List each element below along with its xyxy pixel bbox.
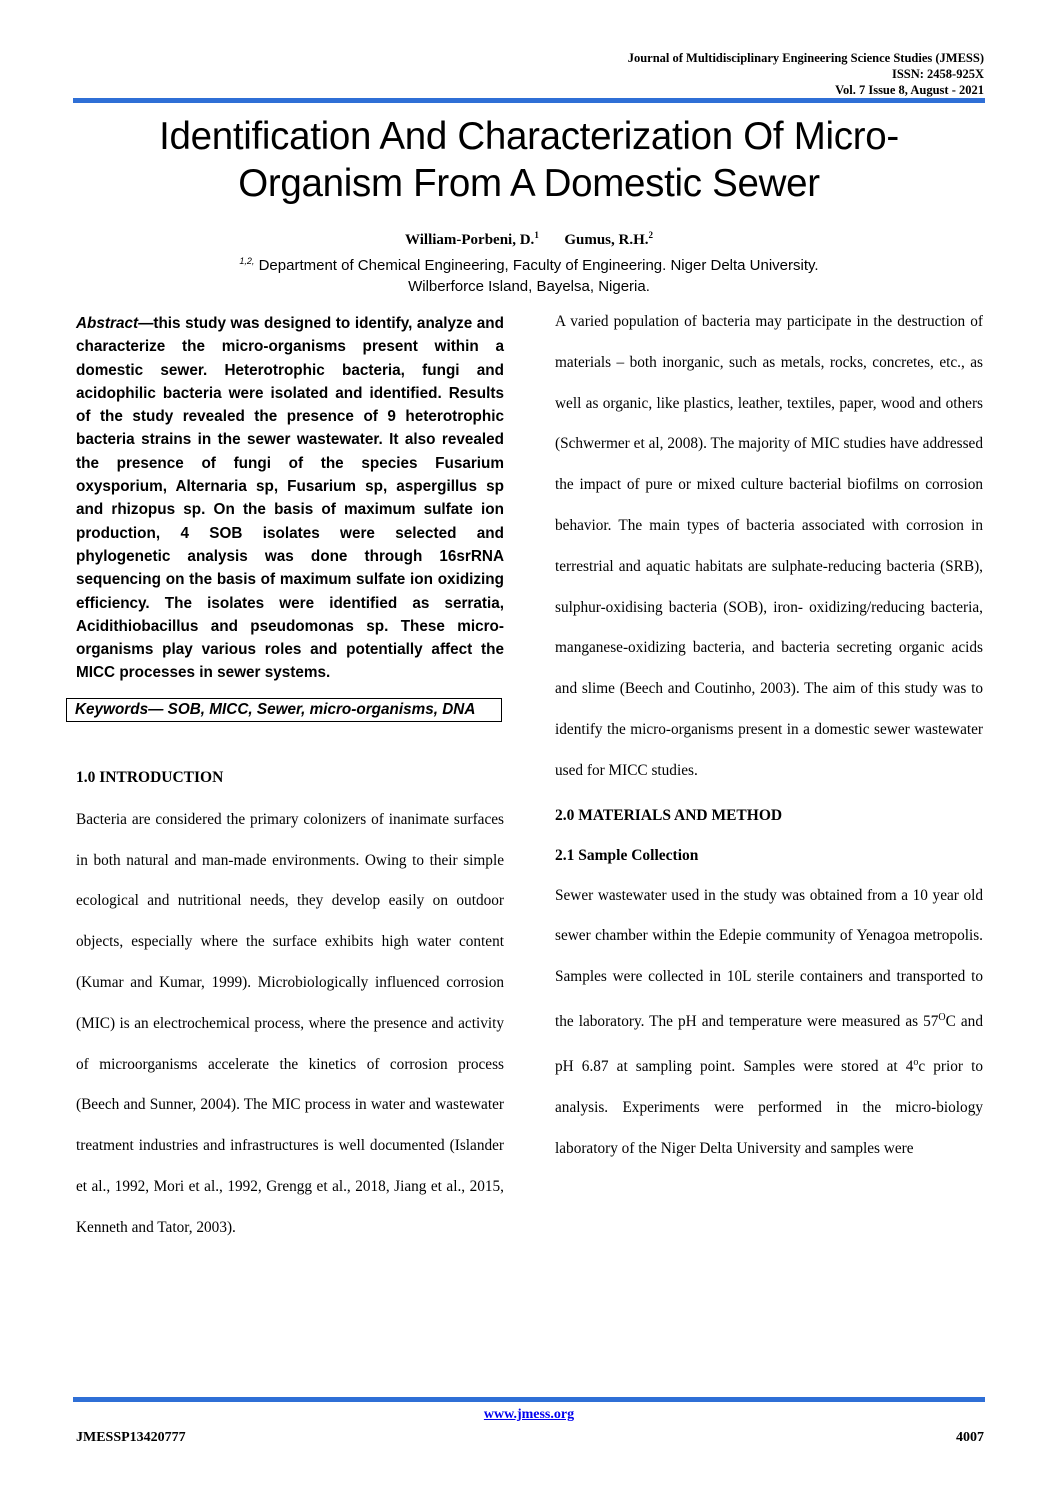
author-list: [0, 230, 1058, 249]
header-rule: [73, 98, 985, 103]
sample-collection-text: Sewer wastewater used in the study was obtained from a 10 year old sewer chamber within the Edepie community of Yenagoa metropolis. Samples were collected in 10L sterile containers and transported to the laboratory. The pH and temperature were measured as $57^OC$ and pH 6.87 at sampling point. Samples were stored at 4$^o$c prior to analysis. Experiments were performed in the micro-biology laboratory of the Niger Delta University and samples were: [555, 886, 983, 1157]
journal-website-link[interactable]: www.jmess.org: [483, 1407, 575, 1422]
footer-rule: [73, 1397, 985, 1402]
abstract: [76, 312, 504, 685]
section-heading-introduction: 1.0 INTRODUCTION: [76, 768, 224, 786]
author-1-affil: 1: [534, 230, 539, 240]
left-column: [76, 312, 504, 1249]
introduction-text: Bacteria are considered the primary colonizers of inanimate surfaces in both natural and man-made environments. Owing to their simple ecological and nutritional needs, they develop easily on outdoor objects, especially where the surface exhibits high water content (Kumar and Kumar, 1999). Microbiologically influenced corrosion (MIC) is an electrochemical process, where the presence and activity of microorganisms accelerate the kinetics of corrosion process (Beech and Sunner, 2004). The MIC process in water and wastewater treatment industries and infrastructures is well documented (Islander et al., 1992, Mori et al., 1992, Grengg et al., 2018, Jiang et al., 2015, Kenneth and Tator, 2003).: [76, 810, 504, 1236]
affiliation-marker: 1,2,: [239, 256, 255, 266]
affiliation-line-2: Wilberforce Island, Bayelsa, Nigeria.: [408, 278, 650, 295]
paper-id: JMESSP13420777: [76, 1430, 186, 1445]
journal-issn: ISSN: 2458-925X: [891, 67, 984, 81]
journal-header: [628, 50, 984, 98]
journal-volume: Vol. 7 Issue 8, August - 2021: [835, 83, 984, 97]
introduction-continued: A varied population of bacteria may participate in the destruction of materials – both inorganic, such as metals, rocks, concretes, etc., as well as organic, like plastics, leather, textiles, paper, wood and others (Schwermer et al, 2008). The majority of MIC studies have addressed the impact of pure or mixed culture bacterial biofilms on corrosion behavior. The main types of bacteria associated with corrosion in terrestrial and aquatic habitats are sulphate-reducing bacteria (SRB), sulphur-oxidising bacteria (SOB), iron- oxidizing/reducing bacteria, manganese-oxidizing bacteria, and bacteria secreting organic acids and slime (Beech and Coutinho, 2003). The aim of this study was to identify the micro-organisms present in a domestic sewer wastewater used for MICC studies.: [555, 313, 983, 779]
affiliation: [0, 251, 1058, 297]
page-number: 4007: [956, 1430, 984, 1445]
affiliation-line-1: Department of Chemical Engineering, Faculty of Engineering. Niger Delta University.: [254, 257, 819, 274]
subsection-heading-sample-collection: 2.1 Sample Collection: [555, 846, 699, 864]
journal-name: Journal of Multidisciplinary Engineering Science Studies (JMESS): [627, 51, 984, 65]
author-2-affil: 2: [648, 230, 653, 240]
title-line-2: Organism From A Domestic Sewer: [238, 162, 820, 205]
abstract-label: Abstract: [76, 315, 139, 332]
right-column: [555, 302, 983, 1169]
section-heading-materials: 2.0 MATERIALS AND METHOD: [555, 806, 783, 824]
keywords-box: Keywords— SOB, MICC, Sewer, micro-organisms, DNA: [66, 698, 502, 722]
paper-title: [60, 113, 998, 207]
author-1: William-Porbeni, D.: [405, 232, 535, 248]
abstract-text: —this study was designed to identify, analyze and characterize the micro-organisms present within a domestic sewer. Heterotrophic bacteria, fungi and acidophilic bacteria were isolated and identified. Results of the study revealed the presence of 9 heterotrophic bacteria strains in the sewer wastewater. It also revealed the presence of fungi of the species Fusarium oxysporium, Alternaria sp, Fusarium sp, aspergillus sp and rhizopus sp. On the basis of maximum sulfate ion production, 4 SOB isolates were selected and phylogenetic analysis was done through 16srRNA sequencing on the basis of maximum sulfate ion oxidizing efficiency. The isolates were identified as serratia, Acidithiobacillus and pseudomonas sp. These micro-organisms play various roles and potentially affect the MICC processes in sewer systems.: [76, 315, 504, 682]
title-line-1: Identification And Characterization Of Micro-: [159, 115, 899, 158]
author-2: Gumus, R.H.: [564, 232, 649, 248]
